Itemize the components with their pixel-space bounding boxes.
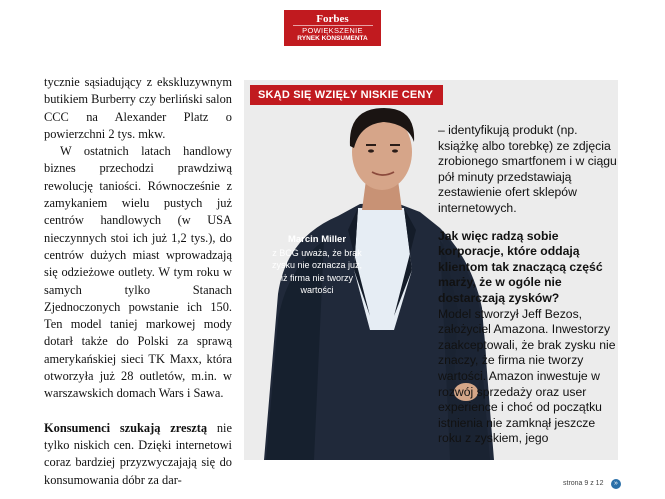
paragraph-text: nie tylko niskich cen. Dzięki internetowi coraz bardziej przyzwyczajają się do konsumowania dóbr za dar- <box>44 420 232 487</box>
sidebar-question: Jak więc radzą sobie korporacje, które oddają klientom tak znaczącą część marży, że w ogóle nie dostarczają zysków? <box>438 228 603 305</box>
section-title: POWIĘKSZENIE <box>302 25 363 35</box>
article-paragraph: W ostatnich latach handlowy biznes przechodzi prawdziwą rewolucję taniości. Równocześnie z zamykaniem wielu pustych już centrów handlowych (w USA nieczynnych stoi ich już 1,2 tys.), do centrów dużych miast wprowadzają się odzieżowe outlety. W tym roku w samych tylko Stanach Zjednoczonych powstanie ich 150. Ten model taniej markowej mody dotarł także do Polski za sprawą amerykańskiej sieci TK Maxx, która otworzyła już 28 outletów, m.in. w warszawskich domach Wars i Sawa. <box>44 144 232 401</box>
page-indicator: strona 9 z 12 <box>563 480 604 487</box>
next-page-icon[interactable]: » <box>611 479 621 489</box>
forbes-section-badge <box>284 10 381 46</box>
sidebar-paragraph: Model stworzył Jeff Bezos, założyciel Amazona. Inwestorzy zaakceptowali, że brak zysku nie znaczy, że firma nie tworzy wartości. Amazon inwestuje w rozwój sprzedaży oraz user experience i choć od początku istnienia nie zamknął jeszcze roku z zyskiem, jego <box>438 306 616 446</box>
caption-text: z BCG uważa, że brak zysku nie oznacza już, iż firma nie tworzy wartości <box>271 247 363 295</box>
forbes-brand: Forbes <box>316 12 349 25</box>
article-left-column <box>44 74 232 489</box>
article-paragraph: tycznie sąsiadujący z ekskluzywnym butikiem Burberry czy berliński salon CCC na Alexander Platz o powierzchni 2 tys. mkw. <box>44 75 232 141</box>
lead-in-bold: Konsumenci szukają zresztą <box>44 420 208 435</box>
caption-name: Marcin Miller <box>287 234 347 245</box>
section-subtitle: RYNEK KONSUMENTA <box>297 34 368 42</box>
sidebar-text <box>438 123 618 447</box>
sidebar-paragraph: – identyfikują produkt (np. książkę albo torebkę) ze zdjęcia zrobionego smartfonem i w ciągu pół minuty przedstawiają zestawienie ofert sklepów internetowych. <box>438 123 617 215</box>
photo-caption <box>268 234 366 297</box>
sidebar-banner: SKĄD SIĘ WZIĘŁY NISKIE CENY <box>250 85 443 105</box>
article-paragraph <box>44 420 232 489</box>
